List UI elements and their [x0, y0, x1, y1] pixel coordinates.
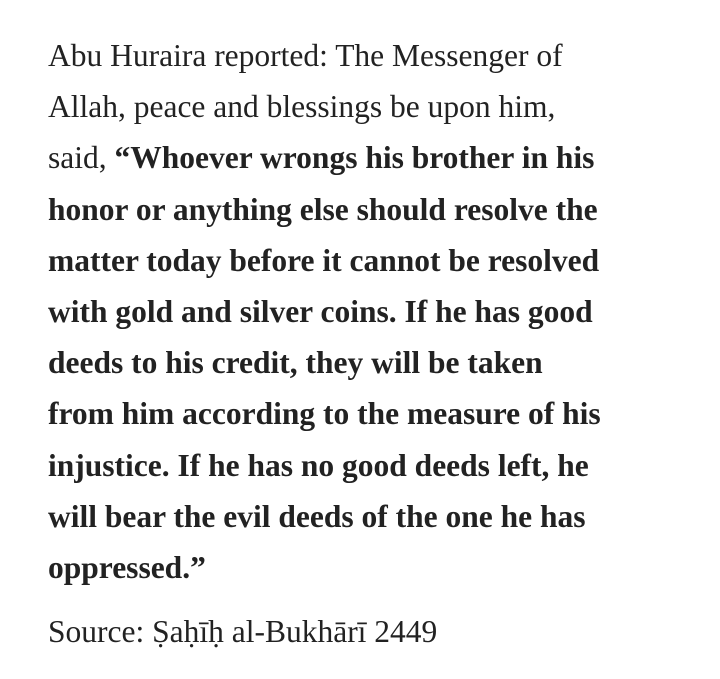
narration-line: Allah, peace and blessings be upon him,: [48, 89, 556, 125]
quote-line: injustice. If he has no good deeds left, he: [48, 447, 589, 483]
narration-line: said,: [48, 140, 115, 176]
hadith-passage: [48, 30, 708, 593]
quote-line: honor or anything else should resolve the: [48, 191, 598, 227]
quote-line: “Whoever wrongs his brother in his: [114, 140, 595, 176]
quote-line: matter today before it cannot be resolved: [48, 242, 600, 278]
narration-quote-line: [48, 132, 708, 183]
quote-line: from him according to the measure of his: [48, 396, 601, 432]
quote-line: deeds to his credit, they will be taken: [48, 345, 543, 381]
quote-line: with gold and silver coins. If he has good: [48, 294, 593, 330]
quote-line: will bear the evil deeds of the one he has: [48, 498, 586, 534]
source-citation: Source: Ṣaḥīḥ al-Bukhārī 2449: [48, 614, 438, 649]
quote-line: oppressed.”: [48, 550, 206, 586]
narration-line: Abu Huraira reported: The Messenger of: [48, 38, 563, 73]
